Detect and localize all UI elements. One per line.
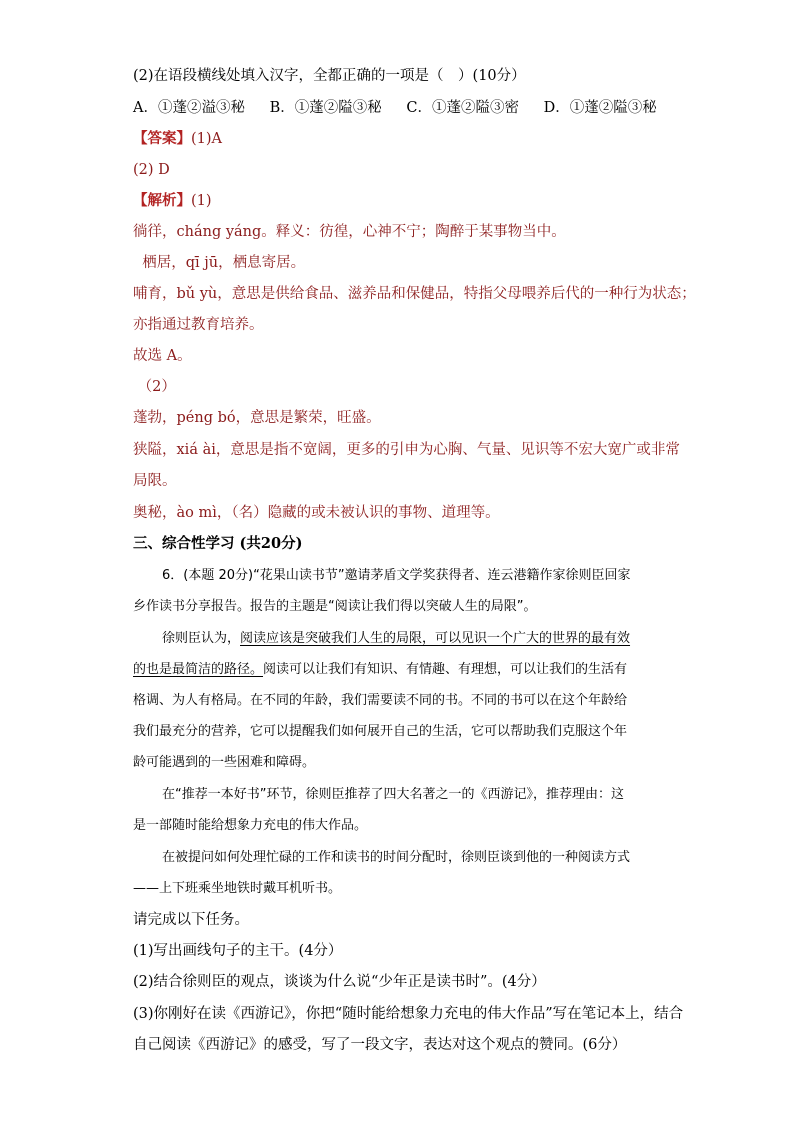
passage-p2-line2	[133, 660, 627, 680]
analysis-num: (1)	[191, 193, 212, 209]
analysis-line-8: 狭隘，xiá ài，意思是指不宽阔，更多的引申为心胸、气量、见识等不宏大宽广或非常	[133, 442, 680, 458]
answer-2: (2) D	[133, 162, 170, 178]
analysis-line-3: 哺育，bǔ yù，意思是供给食品、滋养品和保健品，特指父母喂养后代的一种行为状态；	[133, 286, 696, 302]
passage-p3-line2: 是一部随时能给想象力充电的伟大作品。	[133, 818, 368, 833]
passage-p4-line1: 在被提问如何处理忙碌的工作和读书的时间分配时，徐则臣谈到他的一种阅读方式	[162, 850, 631, 865]
analysis-line-5: 故选 A。	[133, 348, 192, 364]
section-title: 三、综合性学习 (共20分)	[133, 535, 303, 552]
analysis-line-4: 亦指通过教育培养。	[133, 317, 264, 333]
analysis-line-2: 栖居，qī jū，栖息寄居。	[133, 255, 306, 271]
analysis-line-9: 局限。	[133, 473, 177, 489]
underlined-sentence-part1: 阅读应该是突破我们人生的局限，可以见识一个广大的世界的最有效	[240, 631, 631, 646]
task-3-line2: 自己阅读《西游记》的感受，写了一段文字，表达对这个观点的赞同。(6分）	[133, 1037, 627, 1053]
passage-p2-line5: 龄可能遇到的一些困难和障碍。	[133, 755, 316, 770]
passage-p2-line2-post: 阅读可以让我们有知识、有情趣、有理想，可以让我们的生活有	[263, 662, 628, 677]
question-2-stem: (2)在语段横线处填入汉字，全都正确的一项是（ ）(10分）	[133, 68, 526, 84]
tasks-intro: 请完成以下任务。	[133, 912, 249, 928]
option-c: C．①蓬②隘③密	[406, 100, 519, 116]
task-1: (1)写出画线句子的主干。(4分）	[133, 943, 343, 959]
analysis-line-1: 徜徉，cháng yáng。释义：彷徨，心神不宁；陶醉于某事物当中。	[133, 224, 566, 240]
task-2: (2)结合徐则臣的观点，谈谈为什么说“少年正是读书时”。(4分）	[133, 974, 546, 990]
option-a: A．①蓬②溢③秘	[133, 100, 245, 116]
answer-1: (1)A	[191, 131, 223, 147]
passage-p2-line1	[162, 629, 630, 649]
passage-p1-line2: 乡作读书分享报告。报告的主题是“阅读让我们得以突破人生的局限”。	[133, 599, 537, 614]
analysis-line-7: 蓬勃，péng bó，意思是繁荣，旺盛。	[133, 410, 381, 426]
passage-p2-line4: 我们最充分的营养，它可以提醒我们如何展开自己的生活，它可以帮助我们克服这个年	[133, 724, 628, 739]
analysis-line	[133, 191, 212, 211]
answer-line	[133, 129, 222, 149]
passage-p1-line1: 6．(本题 20分)“花果山读书节”邀请茅盾文学奖获得者、连云港籍作家徐则臣回家	[162, 568, 631, 583]
option-b: B．①蓬②隘③秘	[269, 100, 382, 116]
passage-p3-line1: 在“推荐一本好书”环节，徐则臣推荐了四大名著之一的《西游记》，推荐理由：这	[162, 787, 624, 802]
analysis-line-10: 奥秘，ào mì，（名）隐藏的或未被认识的事物、道理等。	[133, 505, 500, 521]
underlined-sentence-part2: 的也是最简洁的路径。	[133, 662, 264, 677]
question-2-options	[133, 98, 657, 118]
task-3-line1: (3)你刚好在读《西游记》，你把“随时能给想象力充电的伟大作品”写在笔记本上，结合	[133, 1006, 684, 1022]
answer-tag: 【答案】	[133, 130, 191, 147]
option-d: D．①蓬②隘③秘	[543, 100, 657, 116]
passage-p2-line1-pre: 徐则臣认为，	[162, 631, 241, 646]
analysis-tag: 【解析】	[133, 192, 191, 209]
passage-p4-line2: ——上下班乘坐地铁时戴耳机听书。	[133, 881, 342, 896]
analysis-line-6: （2）	[133, 379, 176, 395]
passage-p2-line3: 格调、为人有格局。在不同的年龄，我们需要读不同的书。不同的书可以在这个年龄给	[133, 693, 628, 708]
